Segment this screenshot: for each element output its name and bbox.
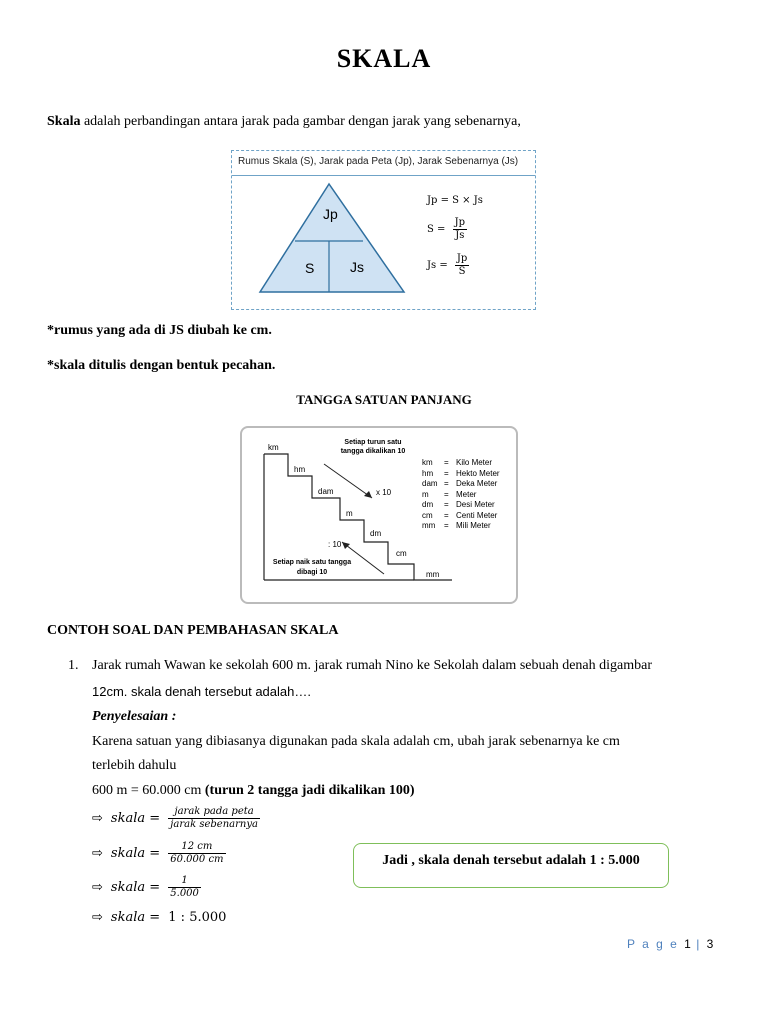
legend-equals: = bbox=[444, 510, 449, 520]
legend-row bbox=[422, 458, 500, 469]
formula-jp: Jp = S × Js bbox=[427, 195, 483, 206]
step-2-num: 12 cm bbox=[168, 841, 225, 854]
skala-step-2 bbox=[92, 841, 226, 866]
footer-label: P a g e bbox=[627, 937, 679, 951]
formula-s-num: Jp bbox=[454, 217, 466, 228]
legend-equals: = bbox=[444, 479, 449, 488]
conversion-text: 600 m = 60.000 cm bbox=[92, 783, 205, 798]
conversion-note: (turun 2 tangga jadi dikalikan 100) bbox=[204, 783, 415, 798]
triangle-jp-label: Jp bbox=[323, 206, 338, 222]
example-heading: CONTOH SOAL DAN PEMBAHASAN SKALA bbox=[47, 623, 339, 638]
legend-name: Mili Meter bbox=[456, 521, 491, 530]
legend-abbr: mm bbox=[422, 521, 436, 530]
legend-row bbox=[422, 511, 500, 522]
legend-name: Meter bbox=[456, 489, 477, 499]
formula-s bbox=[427, 217, 467, 242]
intro-term: Skala bbox=[47, 114, 81, 129]
note-1: *rumus yang ada di JS diubah ke cm. bbox=[47, 323, 272, 338]
formula-js-lhs: Js = bbox=[427, 260, 448, 271]
arrow-icon: ⇨ bbox=[92, 846, 103, 861]
step-3-lhs: skala = bbox=[110, 880, 161, 895]
question-line-1: Jarak rumah Wawan ke sekolah 600 m. jarak rumah Nino ke Sekolah dalam sebuah denah digambar bbox=[92, 658, 652, 673]
legend-abbr: km bbox=[422, 458, 433, 467]
footer-total: 3 bbox=[706, 937, 714, 951]
solution-line-2: terlebih dahulu bbox=[92, 758, 177, 773]
legend-equals: = bbox=[444, 500, 449, 509]
conversion-line bbox=[92, 782, 415, 800]
formula-triangle-diagram bbox=[232, 176, 535, 309]
arrow-icon: ⇨ bbox=[92, 880, 103, 895]
step-3-den: 5.000 bbox=[170, 888, 199, 899]
skala-final bbox=[92, 910, 226, 925]
legend-row bbox=[422, 521, 500, 532]
footer-separator: | bbox=[696, 937, 702, 951]
formula-s-lhs: S = bbox=[427, 224, 446, 235]
times-ten-label: x 10 bbox=[376, 488, 392, 497]
legend-abbr: m bbox=[422, 489, 429, 499]
legend-name: Centi Meter bbox=[456, 510, 498, 520]
arrow-icon: ⇨ bbox=[92, 811, 103, 826]
triangle-js-label: Js bbox=[350, 259, 364, 275]
stairs-title: TANGGA SATUAN PANJANG bbox=[296, 392, 472, 407]
formula-js-den: S bbox=[458, 266, 466, 277]
step-hm: hm bbox=[294, 465, 306, 474]
step-dam: dam bbox=[318, 487, 334, 496]
final-lhs: skala = bbox=[110, 910, 161, 925]
step-1-den: jarak sebenarnya bbox=[170, 819, 258, 830]
step-1-lhs: skala = bbox=[110, 811, 161, 826]
legend-abbr: dam bbox=[422, 479, 438, 488]
formula-s-den: Js bbox=[455, 230, 465, 241]
up-note-line2: dibagi 10 bbox=[296, 569, 328, 576]
step-mm: mm bbox=[426, 570, 440, 579]
intro-text: adalah perbandingan antara jarak pada gambar dengan jarak yang sebenarnya, bbox=[80, 114, 521, 129]
legend-equals: = bbox=[444, 468, 449, 478]
legend-row bbox=[422, 469, 500, 480]
formula-js bbox=[427, 253, 469, 278]
page-footer bbox=[627, 937, 713, 951]
legend-name: Desi Meter bbox=[456, 500, 495, 509]
step-1-num: jarak pada peta bbox=[168, 806, 260, 819]
triangle-s-label: S bbox=[305, 260, 315, 276]
down-note bbox=[328, 438, 418, 456]
step-m: m bbox=[346, 509, 353, 518]
solution-label: Penyelesaian : bbox=[92, 709, 177, 724]
final-rhs: 1 : 5.000 bbox=[168, 910, 227, 925]
answer-box: Jadi , skala denah tersebut adalah 1 : 5.000 bbox=[353, 843, 669, 888]
unit-legend bbox=[422, 458, 500, 532]
step-dm: dm bbox=[370, 529, 382, 538]
skala-step-3 bbox=[92, 875, 201, 900]
legend-name: Kilo Meter bbox=[456, 458, 493, 467]
legend-row bbox=[422, 500, 500, 511]
up-note bbox=[262, 558, 362, 578]
legend-name: Deka Meter bbox=[456, 479, 498, 488]
down-note-line1: Setiap turun satu bbox=[344, 439, 402, 446]
question-number: 1. bbox=[68, 658, 79, 673]
note-2: *skala ditulis dengan bentuk pecahan. bbox=[47, 358, 276, 373]
solution-line-1: Karena satuan yang dibiasanya digunakan pada skala adalah cm, ubah jarak sebenarnya ke cm bbox=[92, 734, 620, 749]
step-2-den: 60.000 cm bbox=[170, 854, 224, 865]
legend-row bbox=[422, 479, 500, 490]
legend-abbr: cm bbox=[422, 510, 433, 520]
legend-abbr: dm bbox=[422, 500, 434, 509]
step-3-num: 1 bbox=[168, 875, 201, 888]
legend-name: Hekto Meter bbox=[456, 468, 500, 478]
up-note-line1: Setiap naik satu tangga bbox=[272, 559, 352, 566]
step-km: km bbox=[268, 443, 279, 452]
formula-header: Rumus Skala (S), Jarak pada Peta (Jp), Jarak Sebenarnya (Js) bbox=[232, 151, 535, 176]
step-2-lhs: skala = bbox=[110, 846, 161, 861]
question-line-2: 12cm. skala denah tersebut adalah…. bbox=[92, 684, 311, 699]
arrow-icon: ⇨ bbox=[92, 910, 103, 925]
legend-equals: = bbox=[444, 489, 449, 499]
formula-js-num: Jp bbox=[456, 253, 468, 264]
legend-abbr: hm bbox=[422, 468, 434, 478]
step-cm: cm bbox=[396, 549, 407, 558]
stairs-figure bbox=[240, 426, 518, 604]
footer-page: 1 bbox=[684, 937, 691, 951]
intro-paragraph bbox=[47, 113, 521, 131]
page-title: SKALA bbox=[336, 44, 432, 73]
legend-equals: = bbox=[444, 458, 449, 467]
div-ten-label: : 10 bbox=[328, 540, 342, 549]
formula-figure bbox=[231, 150, 536, 310]
legend-row bbox=[422, 490, 500, 501]
legend-equals: = bbox=[444, 521, 449, 530]
skala-step-1 bbox=[92, 806, 260, 831]
down-note-line2: tangga dikalikan 10 bbox=[340, 448, 406, 455]
